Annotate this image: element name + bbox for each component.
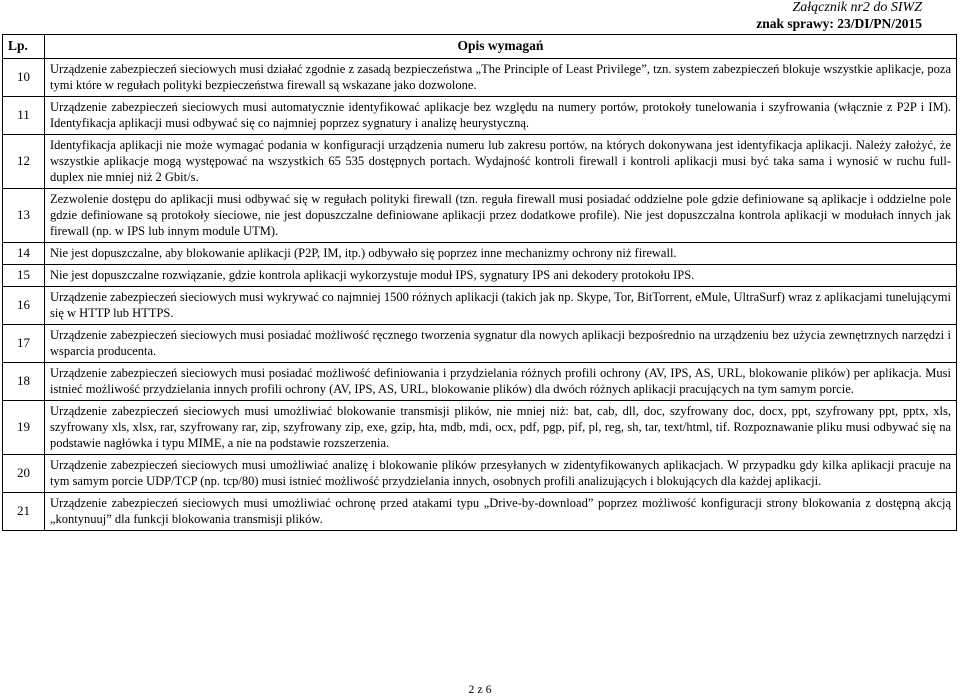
row-number: 16 [3,287,45,325]
column-header-lp: Lp. [3,35,45,59]
row-number: 12 [3,135,45,189]
row-number: 21 [3,493,45,531]
requirement-text: Urządzenie zabezpieczeń sieciowych musi posiadać możliwość ręcznego tworzenia sygnatur dla nowych aplikacji bezpośrednio na urządzeniu bez użycia zewnętrznych narzędzi i wsparcia producenta. [45,325,957,363]
row-number: 18 [3,363,45,401]
case-reference: znak sprawy: 23/DI/PN/2015 [756,16,922,31]
requirement-text: Identyfikacja aplikacji nie może wymagać podania w konfiguracji urządzenia numeru lub zakresu portów, na których dokonywana jest identyfikacja aplikacji. Należy założyć, że wszystkie aplikacje mogą występować na wszystkich 65 535 dostępnych portach. Wydajność kontroli firewall i kontroli aplikacji musi być taka sama i wynosić w ruchu full-duplex nie mniej niż 2 Gbit/s. [45,135,957,189]
attachment-label: Załącznik nr2 do SIWZ [792,0,922,15]
row-number: 15 [3,265,45,287]
table-row [3,97,957,135]
row-number: 11 [3,97,45,135]
table-row [3,189,957,243]
document-header [756,0,922,32]
row-number: 19 [3,401,45,455]
table-row [3,455,957,493]
requirement-text: Urządzenie zabezpieczeń sieciowych musi umożliwiać blokowanie transmisji plików, nie mniej niż: bat, cab, dll, doc, szyfrowany doc, docx, ppt, szyfrowany ppt, pptx, xls, szyfrowany xls, xlsx, rar, szyfrowany rar, zip, szyfrowany zip, exe, gzip, hta, mdb, mdi, ocx, pdf, pgp, pif, pl, reg, sh, tar, text/html, tif. Rozpoznawanie pliku musi odbywać się na podstawie nagłówka i typu MIME, a nie na podstawie rozszerzenia. [45,401,957,455]
row-number: 17 [3,325,45,363]
table-row [3,135,957,189]
column-header-description: Opis wymagań [45,35,957,59]
requirement-text: Urządzenie zabezpieczeń sieciowych musi działać zgodnie z zasadą bezpieczeństwa „The Principle of Least Privilege”, tzn. system zabezpieczeń blokuje wszystkie aplikacje, poza tymi które w regułach polityki bezpieczeństwa firewall są wskazane jako dozwolone. [45,59,957,97]
table-header-row [3,35,957,59]
table-row [3,325,957,363]
row-number: 20 [3,455,45,493]
requirement-text: Urządzenie zabezpieczeń sieciowych musi wykrywać co najmniej 1500 różnych aplikacji (takich jak np. Skype, Tor, BitTorrent, eMule, UltraSurf) wraz z aplikacjami tunelującymi się w HTTP lub HTTPS. [45,287,957,325]
requirement-text: Nie jest dopuszczalne, aby blokowanie aplikacji (P2P, IM, itp.) odbywało się poprzez inne mechanizmy ochrony niż firewall. [45,243,957,265]
table-row [3,265,957,287]
requirement-text: Nie jest dopuszczalne rozwiązanie, gdzie kontrola aplikacji wykorzystuje moduł IPS, sygnatury IPS ani dekodery protokołu IPS. [45,265,957,287]
table-row [3,59,957,97]
requirement-text: Urządzenie zabezpieczeń sieciowych musi automatycznie identyfikować aplikacje bez względu na numery portów, protokoły tunelowania i szyfrowania (włącznie z P2P i IM). Identyfikacja aplikacji musi odbywać się co najmniej poprzez sygnatury i analizę heurystyczną. [45,97,957,135]
table-row [3,493,957,531]
requirement-text: Urządzenie zabezpieczeń sieciowych musi posiadać możliwość definiowania i przydzielania różnych profili ochrony (AV, IPS, AS, URL, blokowanie plików) per aplikacja. Musi istnieć możliwość przydzielania innych profili ochrony (AV, IPS, AS, URL, blokowanie plików) dla dwóch różnych aplikacji pracujących na tym samym porcie. [45,363,957,401]
requirement-text: Urządzenie zabezpieczeń sieciowych musi umożliwiać analizę i blokowanie plików przesyłanych w zidentyfikowanych aplikacjach. W przypadku gdy kilka aplikacji pracuje na tym samym porcie UDP/TCP (np. tcp/80) musi istnieć możliwość przydzielania innych, osobnych profili analizujących i blokujących dla każdej aplikacji. [45,455,957,493]
table-row [3,243,957,265]
row-number: 10 [3,59,45,97]
requirements-table [2,34,957,531]
table-row [3,401,957,455]
table-row [3,363,957,401]
row-number: 13 [3,189,45,243]
requirement-text: Urządzenie zabezpieczeń sieciowych musi umożliwiać ochronę przed atakami typu „Drive-by-download” poprzez możliwość konfiguracji strony blokowania z dostępną akcją „kontynuuj” dla funkcji blokowania transmisji plików. [45,493,957,531]
row-number: 14 [3,243,45,265]
requirement-text: Zezwolenie dostępu do aplikacji musi odbywać się w regułach polityki firewall (tzn. reguła firewall musi posiadać oddzielne pole gdzie definiowane są aplikacje i oddzielne pole gdzie definiowane są protokoły sieciowe, nie jest dopuszczalne definiowane aplikacji przez dodatkowe profile). Nie jest dopuszczalna kontrola aplikacji w modułach innych jak firewall (np. w IPS lub innym module UTM). [45,189,957,243]
page-number: 2 z 6 [468,682,492,696]
table-row [3,287,957,325]
